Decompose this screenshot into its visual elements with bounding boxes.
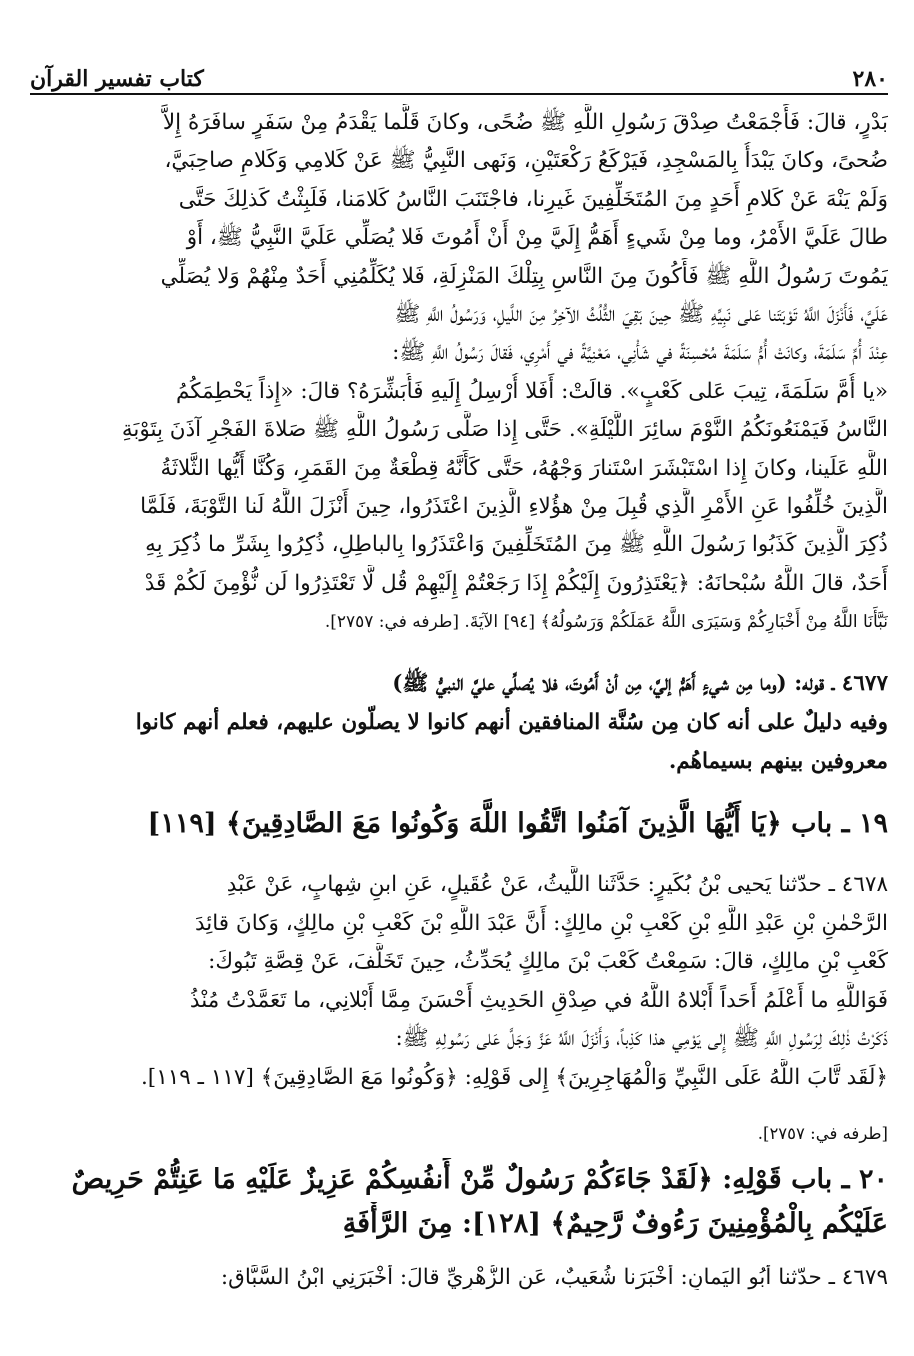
hadith-line: كَعْبِ بْنِ مالِكٍ، قالَ: سَمِعْتُ كَعْبَ بْنَ مالِكٍ يُحَدِّثُ، حِينَ تَخَلَّفَ، عَنْ قِصَّةِ تَبُوكَ: [208, 949, 888, 975]
header-divider [30, 93, 888, 95]
text-line: طالَ عَلَيَّ الأَمْرُ، وما مِنْ شَيءٍ أَهَمُّ إِلَيَّ مِنْ أَنْ أَمُوتَ فَلا يُصَلِّي عَلَيَّ النَّبِيُّ ﷺ، أَوْ [186, 225, 888, 251]
text-line: وَلَمْ يَنْهَ عَنْ كَلامِ أَحَدٍ مِنَ المُتَخَلِّفِينَ غَيرِنا، فاجْتَنَبَ النَّاسُ كَلامَنا، فَلَبِثْتُ كَذلِكَ حَتَّى [178, 186, 888, 212]
text-line: ضُحىً، وكانَ يَبْدَأُ بِالمَسْجِدِ، فَيَرْكَعُ رَكْعَتَيْنِ، وَنَهى النَّبِيُّ ﷺ عَنْ كَلامِي وَكَلامِ صاحِبَيَّ، [164, 148, 888, 174]
hadith-continuation [30, 104, 888, 642]
book-title: كتاب تفسير القرآن [30, 66, 204, 92]
hadith-line: ﴿لَقَد تَّابَ اللَّهُ عَلَى النَّبِيِّ وَالْمُهَاجِرِينَ﴾ إِلى قَوْلِهِ: ﴿وَكُونُوا مَعَ الصَّادِقِينَ﴾ [١١٧ ـ ١١٩]. [140, 1064, 888, 1090]
chapter-title-line: ٢٠ ـ باب قَوْلِهِ: ﴿لَقَدْ جَاءَكُمْ رَسُولٌ مِّنْ أَنفُسِكُمْ عَزِيزٌ عَلَيْهِ مَا عَنِتُّمْ حَرِيصٌ [71, 1164, 888, 1195]
chapter-title: ١٩ ـ باب ﴿يَا أَيُّهَا الَّذِينَ آمَنُوا اتَّقُوا اللَّهَ وَكُونُوا مَعَ الصَّادِقِينَ﴾ [١١٩] [147, 808, 888, 839]
text-line: يَمُوتَ رَسُولُ اللَّهِ ﷺ فَأَكُونَ مِنَ النَّاسِ بِتِلْكَ المَنْزِلَةِ، فَلا يُكَلِّمُنِي أَحَدٌ مِنْهُمْ وَلا يُصَلِّي [160, 263, 888, 289]
chapter-heading-19 [30, 808, 888, 839]
hadith-line: ٤٦٧٨ ـ حدّثنا يَحيى بْنُ بُكَيرٍ: حَدَّثَنا اللَّيثُ، عَنْ عُقَيلٍ، عَنِ ابنِ شِهابٍ، عَنْ عَبْدِ [226, 872, 888, 897]
text-line: عِنْدَ أُمِّ سَلَمَةَ، وكانَتْ أُمُّ سَلَمَةَ مُحْسِنَةً في شَأْنِي، مَعْنِيَّةً في أَمْرِي، فَقالَ رَسُولُ اللَّهِ ﷺ: [392, 340, 888, 366]
text-line: عَلَيَّ، فَأَنْزَلَ اللَّهُ تَوْبَتَنا عَلى نَبِيِّهِ ﷺ حِينَ بَقِيَ الثُّلُثُ الآخِرُ مِنَ اللَّيلِ، وَرَسُولُ اللَّهِ ﷺ [394, 302, 888, 328]
commentary-line: ٤٦٧٧ ـ قوله: (وما مِن شيءٍ أَهَمُّ إليَّ، مِن أنْ أَمُوتَ، فلا يُصلِّي عليَّ النبيُّ ﷺ) [392, 671, 888, 696]
text-line: أَحَدٌ، قالَ اللَّهُ سُبْحانَهُ: ﴿يَعْتَذِرُونَ إِلَيْكُمْ إِذَا رَجَعْتُمْ إِلَيْهِمْ قُل لَّا تَعْتَذِرُوا لَن نُّؤْمِنَ لَكُمْ قَدْ [144, 570, 888, 596]
text-line: بَدْرٍ، قالَ: فَأَجْمَعْتُ صِدْقَ رَسُولِ اللَّهِ ﷺ ضُحًى، وكانَ قَلَّما يَقْدَمُ مِنْ سَفَرٍ سافَرَهُ إِلاَّ [162, 110, 888, 135]
commentary-line: وفيه دليلٌ على أنه كان مِن سُنَّة المنافقين أنهم كانوا لا يصلّون عليهم، فعلم أنهم كانوا [135, 710, 888, 735]
text-line: اللَّهِ عَلَينا، وكانَ إِذا اسْتَبْشَرَ اسْتَنارَ وَجْهُهُ، حَتَّى كَأَنَّهُ قِطْعَةٌ مِنَ القَمَرِ، وَكُنَّا أَيُّها الثَّلاثَةُ [160, 455, 888, 481]
hadith-4679 [30, 1265, 888, 1290]
hadith-4678 [30, 866, 888, 1098]
hadith-line: الرَّحْمٰنِ بْنِ عَبْدِ اللَّهِ بْنِ كَعْبِ بْنِ مالِكٍ: أَنَّ عَبْدَ اللَّهِ بْنَ كَعْبِ بْنِ مالِكٍ، وَكانَ قائِدَ [194, 910, 888, 936]
page-header [30, 52, 888, 92]
hadith-line: ٤٦٧٩ ـ حدّثنا أَبُو اليَمانِ: أَخْبَرَنا شُعَيبٌ، عَنِ الزُّهْرِيِّ قالَ: أَخْبَرَنِي ابْنُ السَّبَّاقِ: [220, 1265, 888, 1290]
text-line: النَّاسُ فَيَمْنَعُونَكُمُ النَّوْمَ سائِرَ اللَّيْلَةِ». حَتَّى إِذا صَلَّى رَسُولُ اللَّهِ ﷺ صَلاةَ الفَجْرِ آذَنَ بِتَوْبَةِ [121, 417, 888, 443]
reference-text: [طرفه في: ٢٧٥٧]. [757, 1124, 888, 1143]
cross-reference [30, 1124, 888, 1143]
chapter-heading-20 [30, 1158, 888, 1246]
text-line: الَّذِينَ خُلِّفُوا عَنِ الأَمْرِ الَّذِي قُبِلَ مِنْ هؤُلاءِ الَّذِينَ اعْتَذَرُوا، حِينَ أَنْزَلَ اللَّهُ لَنا التَّوْبَةَ، فَلَمَّا [140, 494, 888, 520]
text-line: ذُكِرَ الَّذِينَ كَذَبُوا رَسُولَ اللَّهِ ﷺ مِنَ المُتَخَلِّفِينَ وَاعْتَذَرُوا بِالباطِلِ، ذُكِرُوا بِشَرِّ ما ذُكِرَ بِهِ [145, 532, 888, 558]
text-line: نَبَّأَنَا اللَّهُ مِنْ أَخْبَارِكُمْ وَسَيَرَى اللَّهُ عَمَلَكُمْ وَرَسُولُهُ﴾ [٩٤] الآيَةَ. [طرفه في: ٢٧٥٧]. [324, 612, 888, 633]
text-line: «يا أُمَّ سَلَمَةَ، تِيبَ عَلى كَعْبٍ». قالَتْ: أَفَلا أُرْسِلُ إِلَيهِ فَأُبَشِّرَهُ؟ قالَ: «إِذاً يَحْطِمَكُمُ [175, 378, 888, 404]
commentary-line: معروفين بينهم بسيماهُم. [668, 749, 888, 774]
hadith-line: ذَكَرْتُ ذٰلِكَ لِرَسُولِ اللَّهِ ﷺ إِلى يَوْمِي هذا كَذِباً، وَأَنْزَلَ اللَّهُ عَزَّ وَجَلَّ عَلى رَسُولِهِ ﷺ: [395, 1026, 888, 1052]
hadith-line: فَوَاللَّهِ ما أَعْلَمُ أَحَداً أَبْلاهُ اللَّهُ في صِدْقِ الحَدِيثِ أَحْسَنَ مِمَّا أَبْلانِي، ما تَعَمَّدْتُ مُنْذُ [189, 987, 888, 1013]
page-number: ٢٨٠ [852, 66, 888, 92]
commentary-4677 [30, 664, 888, 781]
book-page [30, 0, 888, 1356]
chapter-title-line: عَلَيْكُم بِالْمُؤْمِنِينَ رَءُوفٌ رَّحِيمٌ﴾ [١٢٨]: مِنَ الرَّأْفَةِ [342, 1208, 888, 1239]
